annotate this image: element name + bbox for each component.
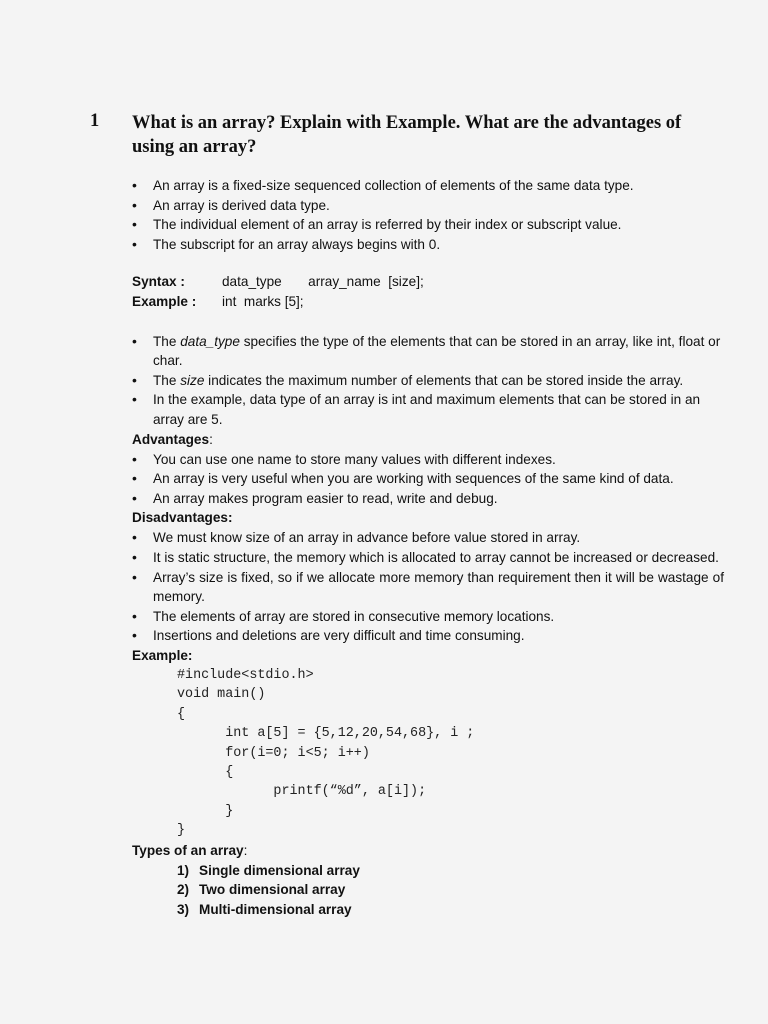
list-item: • It is static structure, the memory which is allocated to array cannot be increased or decreased. [132,548,724,568]
list-item: • The individual element of an array is referred by their index or subscript value. [132,215,724,235]
list-item: • An array is derived data type. [132,196,724,216]
list-item: • Insertions and deletions are very difficult and time consuming. [132,626,724,646]
list-item: • You can use one name to store many values with different indexes. [132,450,724,470]
disadvantages-heading: Disadvantages: [132,510,233,526]
types-list [132,861,724,920]
list-item: 3) Multi-dimensional array [177,901,352,917]
list-item: • An array is very useful when you are working with sequences of the same kind of data. [132,469,724,489]
question-number: 1 [90,111,100,131]
answer-content [132,176,724,919]
example-value: int marks [5]; [222,293,304,309]
notes-list [132,332,724,430]
example-label: Example : [132,293,197,309]
syntax-label: Syntax : [132,274,185,290]
list-item: • The elements of array are stored in consecutive memory locations. [132,607,724,627]
term-data-type: data_type [180,333,240,349]
note-example: • In the example, data type of an array is int and maximum elements that can be stored in an array are 5. [132,390,724,429]
list-item: • The subscript for an array always begins with 0. [132,235,724,255]
example-heading: Example: [132,647,193,663]
note-data-type: • The data_type specifies the type of the elements that can be stored in an array, like int, float or char. [132,332,724,371]
list-item: • An array is a fixed-size sequenced collection of elements of the same data type. [132,176,724,196]
term-size: size [180,372,205,388]
list-item: 2) Two dimensional array [177,882,346,898]
types-heading: Types of an array: [132,842,248,858]
code-block: #include<stdio.h> void main() { int a[5] = {5,12,20,54,68}, i ; for(i=0; i<5; i++) { printf(“%d”, a[i]); } } [177,667,475,839]
list-item: • We must know size of an array in advance before value stored in array. [132,528,724,548]
intro-list [132,176,724,254]
question-title: What is an array? Explain with Example. What are the advantages of using an array? [132,113,682,157]
list-item: 1) Single dimensional array [177,862,360,878]
advantages-list [132,450,724,509]
disadvantages-list [132,528,724,646]
list-item: • An array makes program easier to read, write and debug. [132,489,724,509]
note-size: • The size indicates the maximum number of elements that can be stored inside the array. [132,371,724,391]
example-row [132,292,724,312]
list-item: • Array’s size is fixed, so if we allocate more memory than requirement then it will be wastage of memory. [132,568,724,607]
syntax-value: data_type array_name [size]; [222,274,424,290]
advantages-heading: Advantages: [132,431,213,447]
syntax-row [132,272,724,292]
